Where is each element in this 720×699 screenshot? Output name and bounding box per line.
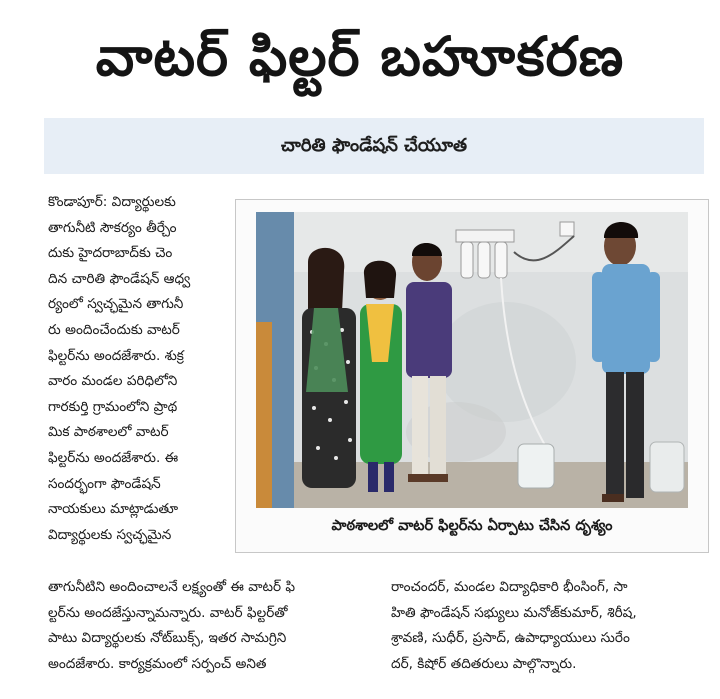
body-line: దిన చారితి ఫౌండేషన్ ఆధ్వ [48, 270, 191, 287]
subheadline-band [44, 118, 704, 174]
body-line: తాగునీటిని అందించాలనే లక్ష్యంతో ఈ వాటర్ ఫి [48, 579, 296, 595]
body-line: పాటు విద్యార్థులకు నోట్‌బుక్స్, ఇతర సామగ్రిని [48, 630, 287, 647]
article-body-bottom-left [48, 575, 375, 677]
subheadline: చారితి ఫౌండేషన్ చేయూత [280, 135, 468, 156]
body-line: ర్యంలో స్వచ్ఛమైన తాగునీ [48, 296, 184, 313]
body-line: కొండాపూర్: విద్యార్థులకు [48, 194, 176, 210]
photo-caption: పాఠశాలలో వాటర్ ఫిల్టర్‌ను ఏర్పాటు చేసిన దృశ్యం [331, 518, 613, 534]
body-line: శ్రావణి, సుధీర్, ప్రసాద్, ఉపాధ్యాయులు సురేం [391, 630, 630, 647]
body-line: నాయకులు మాట్లాడుతూ [48, 501, 179, 518]
headline: వాటర్ ఫిల్టర్ బహూకరణ [95, 25, 625, 88]
news-photo [256, 212, 688, 508]
body-line: వారం మండల పరిధిలోని [48, 373, 178, 390]
body-line: హితి ఫౌండేషన్ సభ్యులు మనోజ్‌కుమార్, శిరీష, [391, 604, 637, 621]
body-line: రు అందించేందుకు వాటర్ [48, 321, 180, 338]
body-line: ఫిల్టర్‌ను అందజేశారు. శుక్ర [48, 347, 184, 364]
article-body-bottom-right [391, 575, 713, 677]
body-line: దర్, కిషోర్ తదితరులు పాల్గొన్నారు. [391, 655, 577, 672]
body-line: మిక పాఠశాలలో వాటర్ [48, 424, 169, 441]
body-line: తాగునీటి సౌకర్యం తీర్చేం [48, 219, 177, 236]
body-line: అందజేశారు. కార్యక్రమంలో సర్పంచ్ అనిత [48, 655, 267, 672]
article-body-left-column [48, 190, 228, 548]
body-line: గారకుర్తి గ్రామంలోని ప్రాథ [48, 398, 178, 415]
body-line: సందర్భంగా ఫౌండేషన్ [48, 475, 161, 492]
body-line: విద్యార్థులకు స్వచ్ఛమైన [48, 526, 172, 543]
body-line: ల్టర్‌ను అందజేస్తున్నామన్నారు. వాటర్ ఫిల్టర్‌తో [48, 604, 288, 621]
photo-illustration [256, 212, 688, 508]
body-line: ఫిల్టర్‌ను అందజేశారు. ఈ [48, 449, 179, 466]
body-line: రాంచందర్, మండల విద్యాధికారి భీంసింగ్, సా [391, 579, 628, 595]
photo-box [235, 199, 709, 553]
body-line: దుకు హైదరాబాద్‌కు చెం [48, 245, 173, 262]
